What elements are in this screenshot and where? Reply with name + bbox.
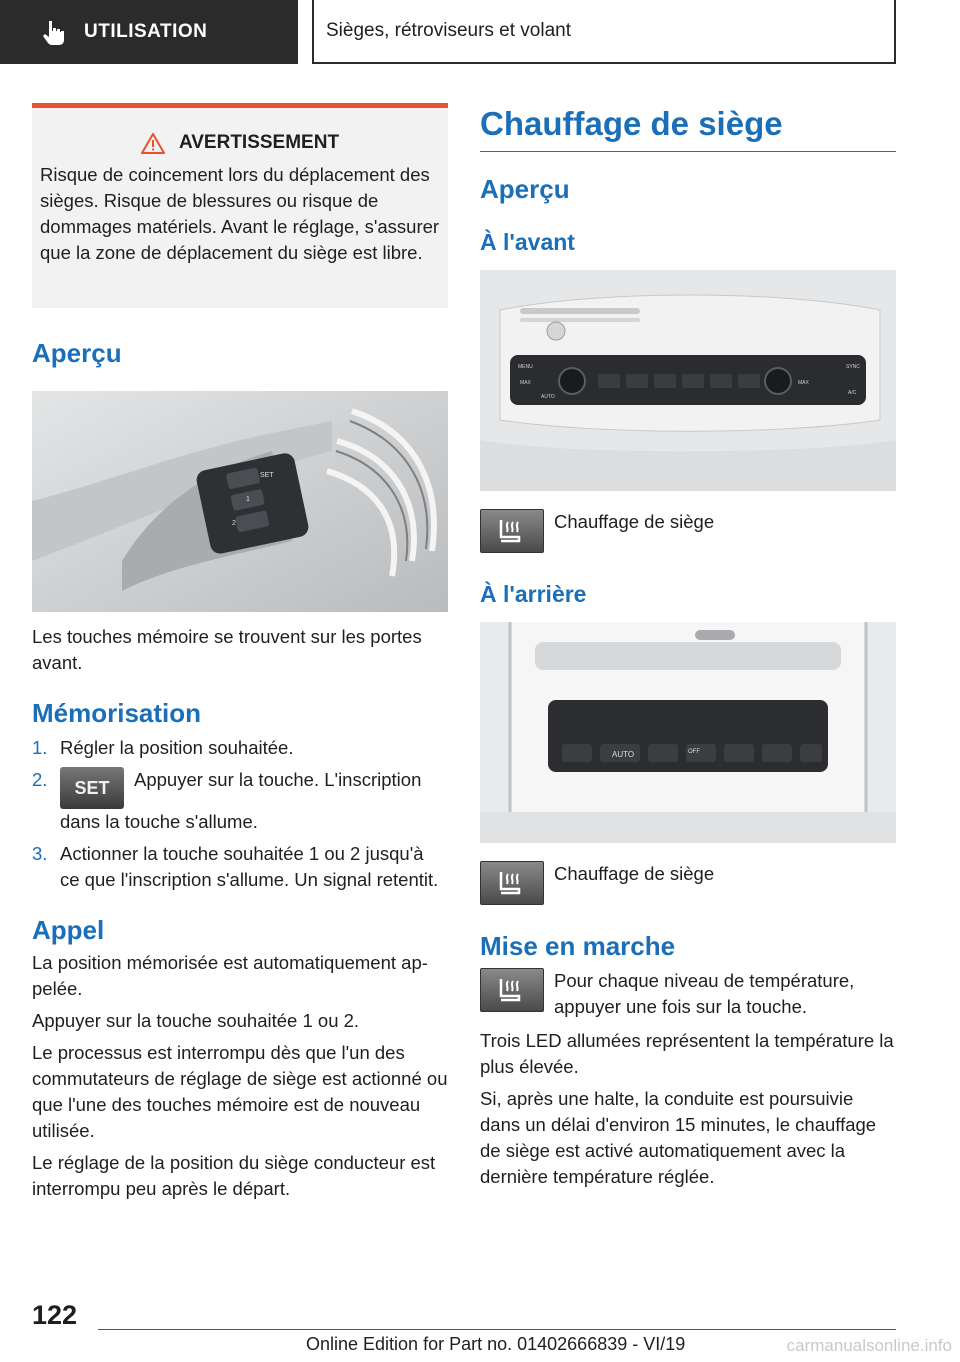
mise-en-marche-paragraph: Si, après une halte, la conduite est poursuivie dans un délai d'environ 15 minutes, le chauffage de siège est activé automatiquement avec la dernière température réglée. <box>480 1088 877 1187</box>
front-console-illustration <box>480 270 896 491</box>
door-memory-photo <box>32 391 448 612</box>
door-key-one-label: 1 <box>246 496 250 503</box>
front-menu-label: MENU <box>518 364 533 370</box>
door-key-set-label: SET <box>260 472 274 479</box>
appel-paragraph: Le réglage de la position du siège conducteur est interrompu peu après le départ. <box>32 1152 436 1199</box>
rear-console-illustration <box>480 622 896 843</box>
seat-heating-icon <box>480 861 544 905</box>
section-title: UTILISATION <box>84 21 208 42</box>
seat-heating-icon <box>480 509 544 553</box>
chauffage-title: Chauffage de siège <box>480 105 896 152</box>
apercu-heading: Aperçu <box>32 338 122 368</box>
front-seat-heating-row <box>480 509 896 553</box>
rear-console-photo <box>480 622 896 843</box>
appel-heading: Appel <box>32 915 105 945</box>
front-auto-label: AUTO <box>541 394 555 400</box>
appel-paragraph: La position mémorisée est automatiquement appelée. <box>32 952 428 999</box>
memorisation-steps <box>32 735 448 893</box>
step-item: 2. SET Appuyer sur la touche. L'inscription dans la touche s'allume. <box>32 769 422 832</box>
front-heading: À l'avant <box>480 229 575 255</box>
mise-en-marche-row <box>480 968 896 1020</box>
front-ac-label: A/C <box>848 390 857 396</box>
warning-title: AVERTISSEMENT <box>40 132 440 154</box>
mise-en-marche-heading: Mise en marche <box>480 931 676 961</box>
front-max-left-label: MAX <box>520 380 531 386</box>
rear-auto-label: AUTO <box>612 750 635 759</box>
set-key-icon: SET <box>60 767 124 809</box>
edition-text: Online Edition for Part no. 01402666839 - VI/19 <box>306 1334 686 1354</box>
rear-seat-heating-row <box>480 861 896 905</box>
right-column <box>480 103 896 1190</box>
front-max-right-label: MAX <box>798 380 809 386</box>
memorisation-heading: Mémorisation <box>32 698 202 728</box>
front-console-photo <box>480 270 896 491</box>
page-number: 122 <box>32 1300 78 1330</box>
section-tab <box>0 0 298 64</box>
door-photo-caption: Les touches mémoire se trouvent sur les portes avant. <box>32 626 422 673</box>
warning-text: Risque de coincement lors du déplacement des sièges. Risque de blessures ou risque de dommages matériels. Avant le réglage, s'assurer que la zone de déplacement du siège est libre. <box>40 164 440 263</box>
door-key-two-label: 2 <box>232 520 236 527</box>
front-sync-label: SYNC <box>846 364 860 370</box>
warning-box <box>32 103 448 308</box>
rear-seat-heating-caption: Chauffage de siège <box>554 863 715 884</box>
door-memory-illustration <box>32 391 448 612</box>
hand-pointer-icon <box>40 19 66 45</box>
seat-heating-icon <box>480 968 544 1012</box>
front-seat-heating-caption: Chauffage de siège <box>554 511 715 532</box>
rear-heading: À l'arrière <box>480 581 587 607</box>
step-item: 3. Actionner la touche souhaitée 1 ou 2 jusqu'à ce que l'inscription s'allume. Un signal retentit. <box>32 843 439 890</box>
appel-paragraph: Le processus est interrompu dès que l'un des commutateurs de réglage de siège est actionné ou que l'une des touches mémoire est de nouveau utilisée. <box>32 1042 448 1141</box>
mise-en-marche-instruction: Pour chaque niveau de température, appuyer une fois sur la touche. <box>554 970 855 1017</box>
right-apercu-heading: Aperçu <box>480 174 570 204</box>
appel-paragraph: Appuyer sur la touche souhaitée 1 ou 2. <box>32 1010 360 1031</box>
left-column <box>32 103 448 1202</box>
warning-triangle-icon <box>141 133 165 154</box>
rear-off-label: OFF <box>688 749 700 755</box>
mise-en-marche-paragraph: Trois LED allumées représentent la température la plus élevée. <box>480 1030 894 1077</box>
watermark: carmanualsonline.info <box>786 1336 952 1355</box>
footer-divider <box>98 1329 896 1330</box>
chapter-title: Sièges, rétroviseurs et volant <box>312 0 896 64</box>
step-item: 1. Régler la position souhaitée. <box>32 737 294 758</box>
